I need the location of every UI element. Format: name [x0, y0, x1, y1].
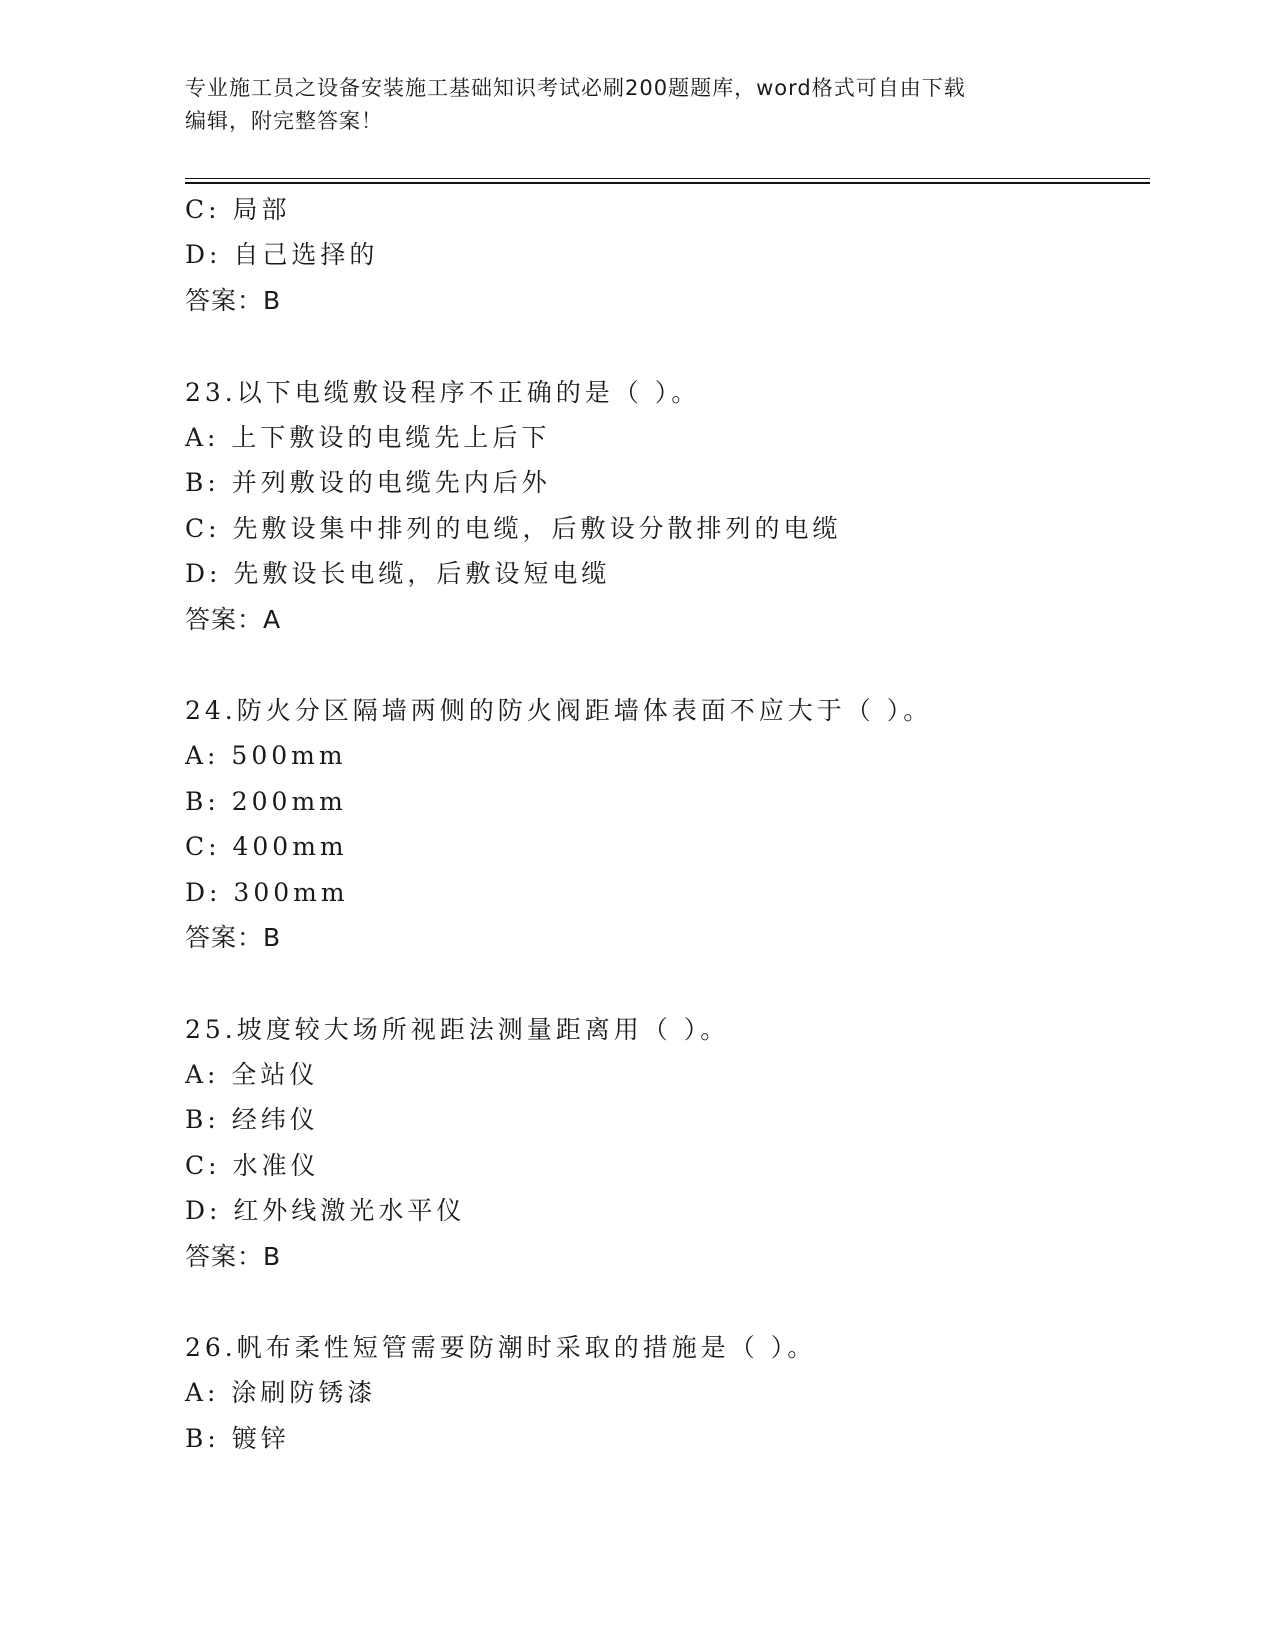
question-25-option-a: A: 全站仪	[185, 1060, 319, 1089]
question-25-option-c: C: 水准仪	[185, 1151, 320, 1180]
question-24-answer: 答案：B	[185, 923, 282, 952]
question-26-option-a: A: 涂刷防锈漆	[185, 1378, 377, 1407]
question-23-option-c: C: 先敷设集中排列的电缆，后敷设分散排列的电缆	[185, 514, 842, 543]
prev-question-option-d: D: 自己选择的	[185, 240, 379, 269]
question-26-option-b: B: 镀锌	[185, 1424, 290, 1453]
question-25-option-b: B: 经纬仪	[185, 1105, 319, 1134]
question-24-option-c: C: 400mm	[185, 832, 348, 861]
question-24-option-b: B: 200mm	[185, 787, 347, 816]
question-23-answer: 答案：A	[185, 605, 282, 634]
page-header	[185, 72, 1065, 138]
question-26-stem: 26.帆布柔性短管需要防潮时采取的措施是（ ）。	[185, 1333, 817, 1362]
prev-question-answer: 答案：B	[185, 286, 282, 315]
question-23-stem: 23.以下电缆敷设程序不正确的是（ ）。	[185, 378, 701, 407]
question-25-answer: 答案：B	[185, 1242, 282, 1271]
header-line-1: 专业施工员之设备安装施工基础知识考试必刷200题题库，word格式可自由下载	[185, 76, 966, 100]
question-25-option-d: D: 红外线激光水平仪	[185, 1196, 466, 1225]
question-24-option-d: D: 300mm	[185, 878, 349, 907]
question-24-option-a: A: 500mm	[185, 741, 347, 770]
prev-question-option-c: C: 局部	[185, 195, 291, 224]
question-24-stem: 24.防火分区隔墙两侧的防火阀距墙体表面不应大于（ ）。	[185, 696, 933, 725]
question-25-stem: 25.坡度较大场所视距法测量距离用（ ）。	[185, 1015, 730, 1044]
header-line-2: 编辑，附完整答案！	[185, 109, 383, 133]
question-23-option-d: D: 先敷设长电缆，后敷设短电缆	[185, 559, 611, 588]
question-23-option-b: B: 并列敷设的电缆先内后外	[185, 468, 551, 497]
header-rule-thin	[185, 178, 1150, 179]
question-23-option-a: A: 上下敷设的电缆先上后下	[185, 423, 551, 452]
header-rule-thick	[185, 182, 1150, 184]
